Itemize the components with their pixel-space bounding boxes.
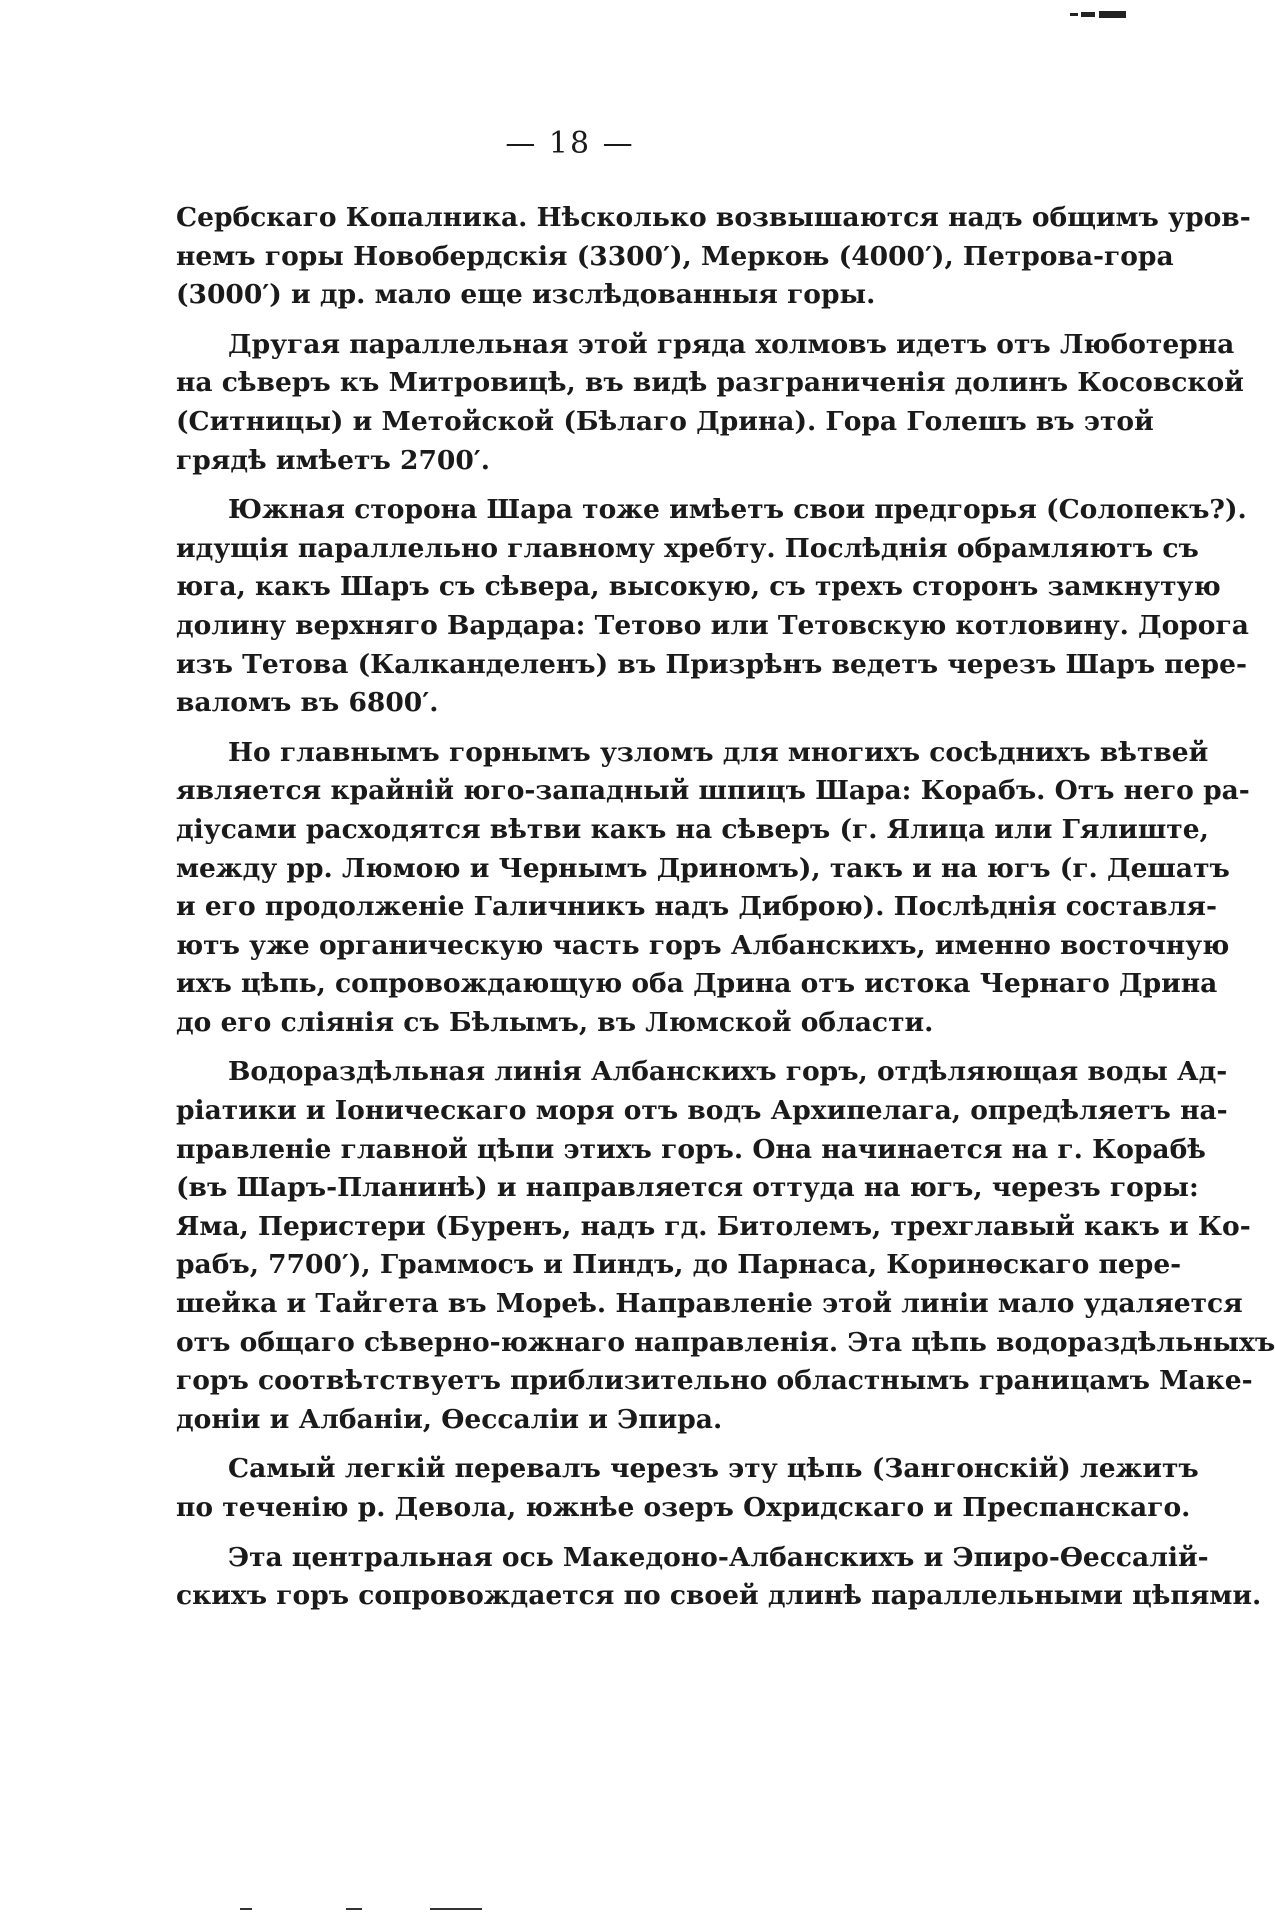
text-line: рабъ, 7700′), Граммосъ и Пиндъ, до Парнаса, Коринѳскаго пере- [176, 1249, 1182, 1281]
text-line: Водораздѣльная линія Албанскихъ горъ, отдѣляющая воды Ад- [228, 1056, 1228, 1088]
paragraph [176, 1053, 1275, 1439]
text-line: правленіе главной цѣпи этихъ горъ. Она начинается на г. Корабѣ [176, 1133, 1206, 1165]
paragraph [176, 1539, 1262, 1616]
text-line: шейка и Тайгета въ Мореѣ. Направленіе этой линіи мало удаляется [176, 1288, 1243, 1320]
text-line: (3000′) и др. мало еще изслѣдованныя горы. [176, 279, 876, 311]
text-line: Эта центральная ось Македоно-Албанскихъ и Эпиро-Ѳессалій- [228, 1541, 1209, 1573]
text-line: горъ соотвѣтствуетъ приблизительно областнымъ границамъ Маке- [176, 1365, 1253, 1397]
text-line: до его сліянія съ Бѣлымъ, въ Люмской области. [176, 1006, 934, 1038]
text-line: ріатики и Іоническаго моря отъ водъ Архипелага, опредѣляетъ на- [176, 1095, 1228, 1127]
text-line: (Ситницы) и Метойской (Бѣлаго Дрина). Гора Голешъ въ этой [176, 405, 1154, 437]
text-line: скихъ горъ сопровождается по своей длинѣ параллельными цѣпями. [176, 1580, 1262, 1612]
text-line: діусами расходятся вѣтви какъ на сѣверъ (г. Ялица или Гялиште, [176, 813, 1209, 845]
scan-bottom-marks [240, 1906, 510, 1912]
text-line: на сѣверъ къ Митровицѣ, въ видѣ разграниченія долинъ Косовской [176, 367, 1244, 399]
paragraph [176, 199, 1251, 315]
text-line: доніи и Албаніи, Ѳессаліи и Эпира. [176, 1403, 723, 1435]
scan-corner-mark [1070, 10, 1126, 19]
text-line: Другая параллельная этой гряда холмовъ идетъ отъ Люботерна [228, 328, 1235, 360]
text-line: идущія параллельно главному хребту. Послѣднія обрамляютъ съ [176, 532, 1199, 564]
text-line: изъ Тетова (Калканделенъ) въ Призрѣнъ ведетъ черезъ Шаръ пере- [176, 648, 1247, 680]
text-line: Яма, Перистери (Буренъ, надъ гд. Битолемъ, трехглавый какъ и Ко- [176, 1210, 1251, 1242]
paragraph [176, 734, 1250, 1043]
text-line: по теченію р. Девола, южнѣе озеръ Охридскаго и Преспанскаго. [176, 1492, 1191, 1523]
paragraph [176, 326, 1244, 480]
text-line: юга, какъ Шаръ съ сѣвера, высокую, съ трехъ сторонъ замкнутую [176, 571, 1221, 603]
text-line: грядѣ имѣетъ 2700′. [176, 444, 490, 476]
text-line: и его продолженіе Галичникъ надъ Диброю). Послѣднія составля- [176, 891, 1217, 923]
text-line: (въ Шаръ-Планинѣ) и направляется оттуда на югъ, черезъ горы: [176, 1172, 1199, 1204]
text-line: является крайній юго-западный шпицъ Шара: Корабъ. Отъ него ра- [176, 775, 1250, 807]
paragraph [176, 1450, 1199, 1527]
text-line: немъ горы Новобердскія (3300′), Меркоњ (4000′), Петрова-гора [176, 240, 1174, 272]
body-text [176, 199, 1275, 1616]
text-line: между рр. Люмою и Чернымъ Дриномъ), такъ и на югъ (г. Дешатъ [176, 852, 1230, 884]
text-line: Южная сторона Шара тоже имѣетъ свои предгорья (Солопекъ?). [228, 494, 1247, 526]
text-line: долину верхняго Вардара: Тетово или Тетовскую котловину. Дорога [176, 609, 1249, 641]
text-line: Сербскаго Копалника. Нѣсколько возвышаются надъ общимъ уров- [176, 202, 1251, 233]
text-line: отъ общаго сѣверно-южнаго направленія. Эта цѣпь водораздѣльныхъ [176, 1326, 1275, 1358]
text-line: Самый легкій перевалъ черезъ эту цѣпь (Зангонскій) лежитъ [228, 1453, 1199, 1485]
text-line: ихъ цѣпь, сопровождающую оба Дрина отъ истока Чернаго Дрина [176, 968, 1218, 1000]
page-number: — 18 — [505, 126, 635, 161]
paragraph [176, 491, 1249, 723]
text-line: Но главнымъ горнымъ узломъ для многихъ сосѣднихъ вѣтвей [228, 736, 1209, 768]
text-line: ютъ уже органическую часть горъ Албанскихъ, именно восточную [176, 929, 1230, 961]
text-line: валомъ въ 6800′. [176, 687, 439, 719]
